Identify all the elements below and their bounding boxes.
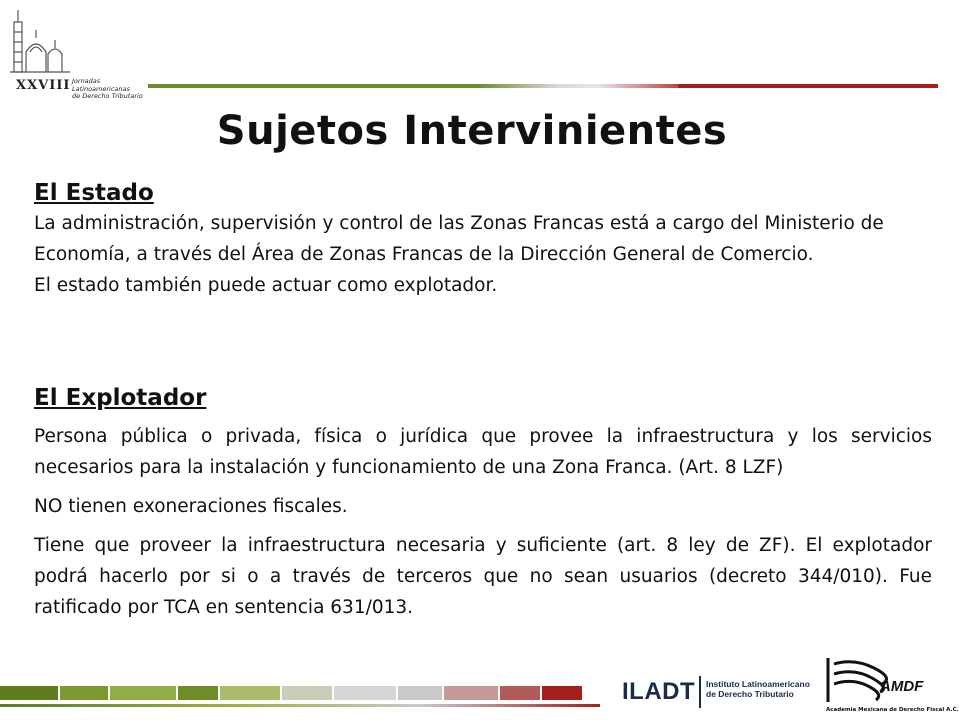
footer-line: [0, 704, 600, 707]
footer-decoration: [0, 682, 600, 704]
iladt-logo: [622, 672, 817, 712]
amdf-waves-icon: [824, 654, 884, 706]
stripe-green: [148, 84, 478, 88]
mexico-city-skyline-icon: [10, 8, 70, 76]
stripe-red: [678, 84, 938, 88]
section-paragraph: La administración, supervisión y control de las Zonas Francas está a cargo del Ministerio de Economía, a través del Área de Zonas Francas de la Dirección General de Comercio.: [34, 213, 884, 265]
amdf-acronym: AMDF: [880, 678, 924, 695]
stripe-white: [478, 84, 678, 88]
section-estado: [34, 178, 932, 301]
iladt-divider: [699, 676, 701, 708]
iladt-name-line-1: Instituto Latinoamericano: [706, 679, 810, 689]
section-heading: El Estado: [34, 180, 154, 206]
iladt-name: [706, 679, 810, 699]
amdf-full-name: Academia Mexicana de Derecho Fiscal A.C.: [826, 707, 959, 713]
amdf-logo: [820, 654, 959, 716]
header-stripe: [148, 84, 938, 88]
event-line-1: Jornadas Latinoamericanas: [72, 77, 130, 93]
section-paragraph: NO tienen exoneraciones fiscales.: [34, 496, 348, 517]
event-line-2: de Derecho Tributario: [72, 92, 143, 100]
event-name: [72, 78, 152, 101]
event-logo: [10, 8, 150, 98]
slide-title: Sujetos Intervinientes: [216, 108, 728, 154]
section-explotador: [34, 383, 932, 623]
iladt-name-line-2: de Derecho Tributario: [706, 689, 794, 699]
section-paragraph: Tiene que proveer la infraestructura necesaria y suficiente (art. 8 ley de ZF). El explotador podrá hacerlo por si o a través de terceros que no sean usuarios (decreto 344/010). Fue ratificado por TCA en sentencia 631/013.: [34, 535, 932, 618]
iladt-acronym: ILADT: [622, 678, 696, 705]
section-paragraph: Persona pública o privada, física o jurídica que provee la infraestructura y los servicios necesarios para la instalación y funcionamiento de una Zona Franca. (Art. 8 LZF): [34, 426, 932, 478]
section-heading: El Explotador: [34, 385, 207, 411]
roman-numeral: XXVIII: [16, 78, 71, 93]
section-paragraph: El estado también puede actuar como explotador.: [34, 275, 498, 296]
